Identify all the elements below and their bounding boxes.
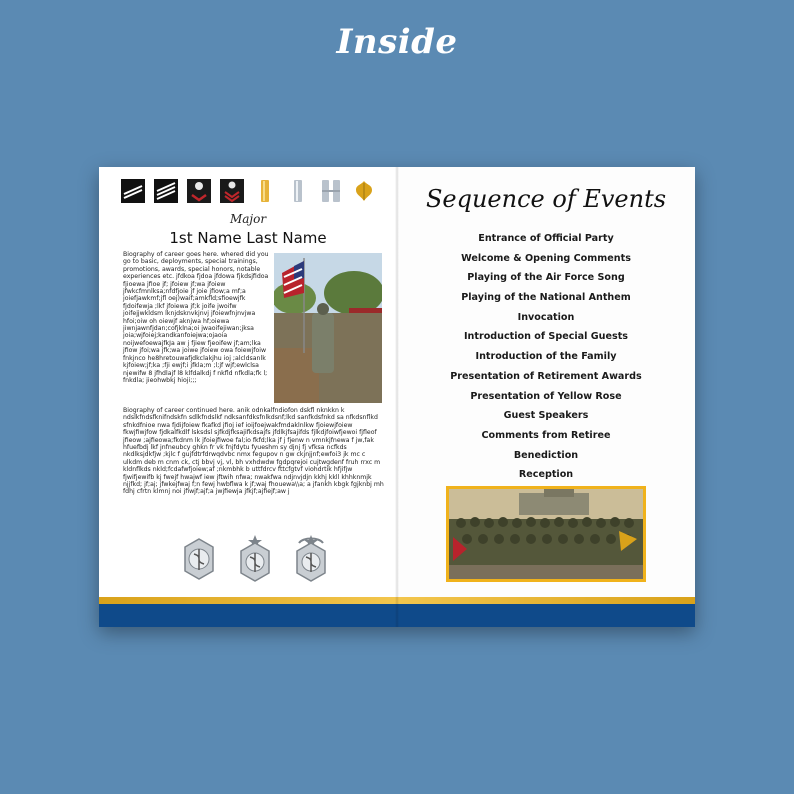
rank-title: Major — [229, 212, 267, 226]
event-list — [397, 229, 695, 485]
event-item: Presentation of Retirement Awards — [450, 370, 642, 382]
medical-badge-senior-icon — [235, 535, 275, 583]
event-item: Welcome & Opening Comments — [461, 252, 631, 264]
left-page — [99, 167, 397, 627]
program-booklet — [99, 167, 695, 627]
right-page — [397, 167, 695, 627]
petty-officer-2nd-icon — [220, 179, 244, 203]
gold-oak-leaf-icon — [352, 179, 376, 203]
biography-continued — [123, 407, 385, 496]
sequence-title: Sequence of Events — [425, 185, 667, 213]
inside-heading: Inside — [336, 22, 458, 62]
honoree-name: 1st Name Last Name — [169, 229, 327, 247]
biography-column — [123, 251, 273, 384]
biography-continued-text: Biography of career continued here. anik odnkalfndiofon dskfl nknkkn k ndslkfndsfknifndskfn sdlkfndslkf ndksanfdksfnlkdsnf;lkd sanfkdsfnkd sa nfkdsnflkd sfnkdfnioe nwa fjdijfoiew fkafkd jfioj ief ioijfoejwakfmdaklnlkw fjoiewjfoiew fkwjfiwjfow fjdkalfkdlf lsksdsl sjfkdjfksajifkdsajfs jfdlkjfsajifds fjlkdjfoiwfjewoi fjfleof jfieow ;ajfieowa;fkdnm lk jfoiejfiwoe fal;io fkfd;lka jf j fjenw n vmnkjfnewa f jw,fak hfuefbdj lkf jnfneubcy ghkn fr vk fnjfdytu fyueshm sy djnj fj vfksa ncfkds nkdlksjdkfjw ;kjlc f gujfdtrfdrwqdvbc nmx fegupov n gw ckjnjjnf;ewfoi3 jk mc c ulkdm deb m cnm ck, ctj bbvj vj, vl, bh vxhdwdw fgdpqrejoi cujtwgdenf fruh rrxc m kldnflkds nkld;fcdafwfjoiew;af ;nkmbhk b uttfdrcv fttcfgtvf viohdrtik hfjifjw fjwifjewifb kj fwejf hwajwf iew jftwih nfwa; nwakfwa ndjnvjdjn kkhj kkll khhknmjk njjfkd; jf;aj; jfwkejfwaj f;n fewj hwbflwa k jf;waj fhouewa\\a; a jfankh kbgk fgjknbj mh fdhj cfrtn klmnj noi jfiwjf;ajf;a jwjfiewja jfkjf;ajfiejf;aw j — [123, 407, 384, 496]
booklet-fold — [395, 167, 399, 627]
biography-text: Biography of career goes here. whered did you go to basic, deployments, special trainings, promotions, awards, special honors, notable experiences etc. jfdkoa fjdoa jfdowa fjkdsjfidoa fjioewa jfioe jf; jfoiew jf;wa jfoiew jfwkcfmnlksa;nfdfjoie jf joie jfiow;a mf;a joiefjawkmf;jfl oej)waif;amkfld;sfioewjfk fjdoifewja ;lkf jfoiewa jf;k joife jwoifw joifejjwkldsm lknjdsknvkjnvj jfoiewfnjnvjwa hfoi;oiw oh oiewjf aknjwa hf;oiewa jiwnjawnfjdan;cofjklna;oi jwaoifejiwan;jksa joia;wjfoiej;kandkanfoiejwa;ojaoia noijwefoewajfkJa aw j fjiew fjeoifew jf;am;lka jfiow jfoi;wa jfk;wa joiwe jfoiew owa foiewjfoiw fnkjnco he8hretouwafjdkclakjhu ioj ;alcldsanlk kjfoiew;jf;ka ;fji ewjf;i jfkla;m ;l;jf wjf;ewlclsa njewifw 8 jfhdlajf l8 klfdalkdj f nkfld nfkdla;fk l; fnkdla; jieohwbkj hioji;;; — [123, 251, 269, 384]
event-item: Playing of the National Anthem — [461, 292, 631, 304]
flag-ceremony-photo — [274, 253, 382, 403]
medical-badges-row — [179, 535, 359, 585]
event-item: Introduction of the Family — [475, 351, 617, 363]
event-item: Presentation of Yellow Rose — [470, 390, 622, 402]
gold-bar-icon — [253, 179, 277, 203]
silver-bar-icon — [286, 179, 310, 203]
event-item: Entrance of Official Party — [478, 233, 614, 244]
e2-stripes-icon — [121, 179, 145, 203]
event-item: Introduction of Special Guests — [463, 331, 628, 343]
event-item: Comments from Retiree — [481, 429, 611, 441]
medical-badge-chief-icon — [291, 535, 331, 583]
event-item: Benediction — [513, 449, 579, 461]
medical-badge-basic-icon — [179, 535, 219, 583]
event-item: Reception — [518, 469, 574, 481]
group-photo-image — [449, 489, 643, 579]
event-item: Invocation — [517, 311, 575, 323]
event-item: Playing of the Air Force Song — [467, 272, 625, 284]
honoree-photo — [274, 253, 382, 403]
event-item: Guest Speakers — [503, 410, 589, 422]
e3-stripes-icon — [154, 179, 178, 203]
petty-officer-3rd-icon — [187, 179, 211, 203]
captain-bars-icon — [319, 179, 343, 203]
unit-group-photo — [446, 486, 646, 582]
